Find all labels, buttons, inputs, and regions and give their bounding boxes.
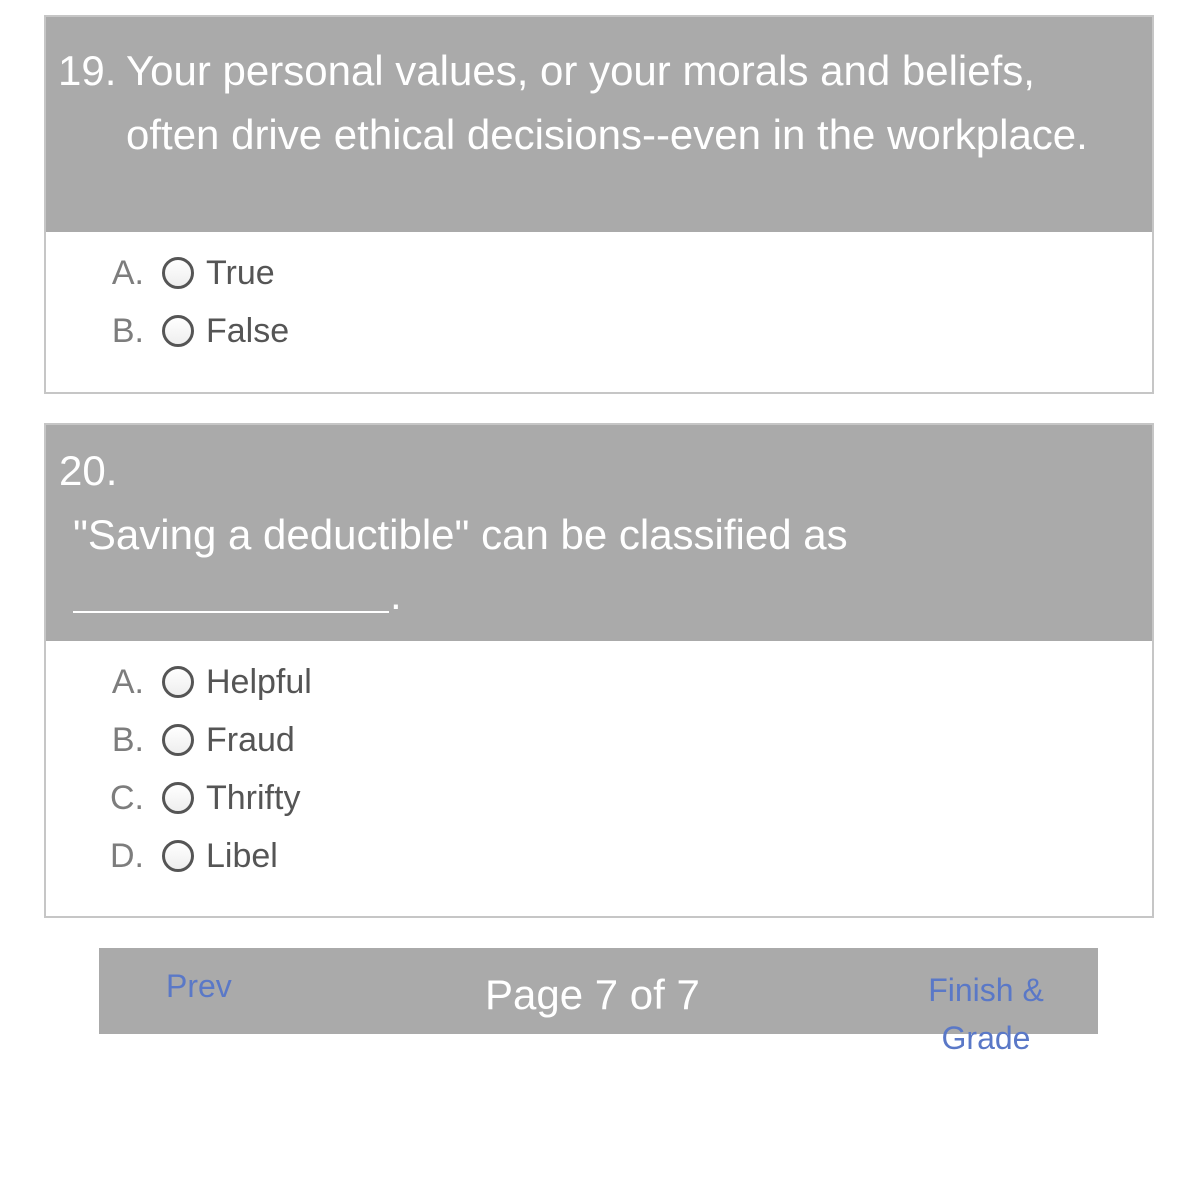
- radio-button[interactable]: [162, 257, 194, 289]
- option-label: Libel: [206, 836, 278, 875]
- question-20-card: [44, 423, 1154, 918]
- answer-options: [46, 232, 1152, 360]
- radio-button[interactable]: [162, 782, 194, 814]
- radio-button[interactable]: [162, 666, 194, 698]
- question-header: [46, 425, 1152, 641]
- option-letter: A.: [111, 253, 144, 292]
- option-label: Thrifty: [206, 778, 301, 817]
- option-letter: A.: [111, 662, 144, 701]
- radio-button[interactable]: [162, 724, 194, 756]
- question-text: Your personal values, or your morals and beliefs, often drive ethical decisions--even in the workplace.: [126, 47, 1088, 158]
- question-19-card: [44, 15, 1154, 394]
- option-letter: C.: [110, 778, 144, 817]
- question-number: 20.: [59, 447, 118, 494]
- option-letter: B.: [111, 311, 144, 350]
- option-letter: B.: [111, 720, 144, 759]
- page-indicator: Page 7 of 7: [485, 971, 700, 1018]
- blank-suffix: .: [390, 571, 402, 618]
- prev-link[interactable]: Prev: [166, 968, 232, 1004]
- option-c[interactable]: [46, 769, 1152, 827]
- question-header: [46, 17, 1152, 232]
- option-label: Helpful: [206, 662, 312, 701]
- answer-options: [46, 641, 1152, 885]
- option-b[interactable]: [46, 711, 1152, 769]
- radio-button[interactable]: [162, 840, 194, 872]
- option-label: True: [206, 253, 275, 292]
- finish-and-grade-link[interactable]: Finish & Grade: [928, 972, 1044, 1056]
- option-d[interactable]: [46, 827, 1152, 885]
- option-letter: D.: [110, 836, 144, 875]
- fill-in-blank-line: [73, 611, 389, 613]
- radio-button[interactable]: [162, 315, 194, 347]
- question-number: 19.: [58, 47, 117, 94]
- pagination-bar: [99, 948, 1098, 1056]
- option-label: Fraud: [206, 720, 295, 759]
- option-b[interactable]: [46, 302, 1152, 360]
- option-label: False: [206, 311, 290, 350]
- option-a[interactable]: [46, 653, 1152, 711]
- option-a[interactable]: [46, 244, 1152, 302]
- question-text: "Saving a deductible" can be classified as: [73, 511, 848, 558]
